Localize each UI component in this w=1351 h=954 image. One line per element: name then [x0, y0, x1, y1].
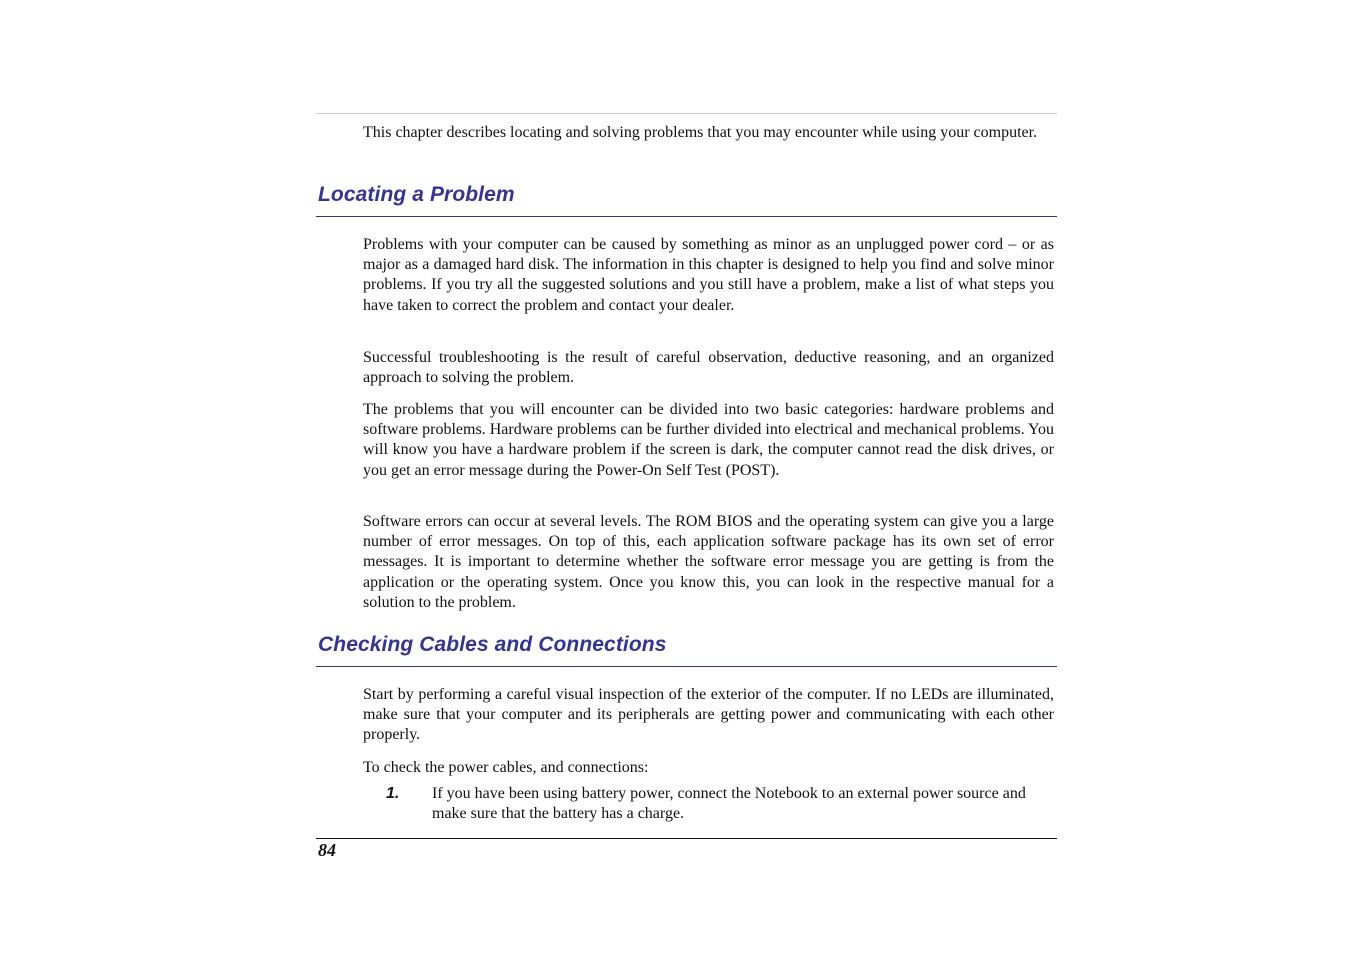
section-heading-checking-cables: Checking Cables and Connections: [318, 633, 667, 656]
list-item-number: 1.: [386, 785, 400, 802]
section-heading-rule: [316, 666, 1057, 667]
footer-divider: [316, 838, 1057, 839]
paragraph-problem-categories: The problems that you will encounter can be divided into two basic categories: hardware problems and software problems. Hardware problems can be further divided into electrical and mechanical problems. You will know you have a hardware problem if the screen is dark, the computer cannot read the disk drives, or you get an error message during the Power-On Self Test (POST).: [363, 401, 1054, 479]
paragraph-software-errors: Software errors can occur at several levels. The ROM BIOS and the operating system can give you a large number of error messages. On top of this, each application software package has its own set of error messages. It is important to determine whether the software error message you are getting is from the application or the operating system. Once you know this, you can look in the respective manual for a solution to the problem.: [363, 513, 1054, 611]
page-number: 84: [318, 840, 336, 860]
section-heading-locating-a-problem: Locating a Problem: [318, 183, 515, 206]
paragraph-visual-inspection: Start by performing a careful visual inspection of the exterior of the computer. If no LEDs are illuminated, make sure that your computer and its peripherals are getting power and communicating with each other properly.: [363, 686, 1054, 744]
list-item-text: If you have been using battery power, connect the Notebook to an external power source and make sure that the battery has a charge.: [432, 785, 1026, 823]
paragraph-check-power-cables: To check the power cables, and connections:: [363, 759, 649, 776]
top-divider: [316, 113, 1057, 114]
paragraph-successful-troubleshooting: Successful troubleshooting is the result of careful observation, deductive reasoning, and an organized approach to solving the problem.: [363, 349, 1054, 387]
section-heading-rule: [316, 216, 1057, 217]
paragraph-problems-causes: Problems with your computer can be caused by something as minor as an unplugged power cord – or as major as a damaged hard disk. The information in this chapter is designed to help you find and solve minor problems. If you try all the suggested solutions and you still have a problem, make a list of what steps you have taken to correct the problem and contact your dealer.: [363, 236, 1054, 314]
intro-paragraph: This chapter describes locating and solving problems that you may encounter while using your computer.: [363, 124, 1038, 141]
